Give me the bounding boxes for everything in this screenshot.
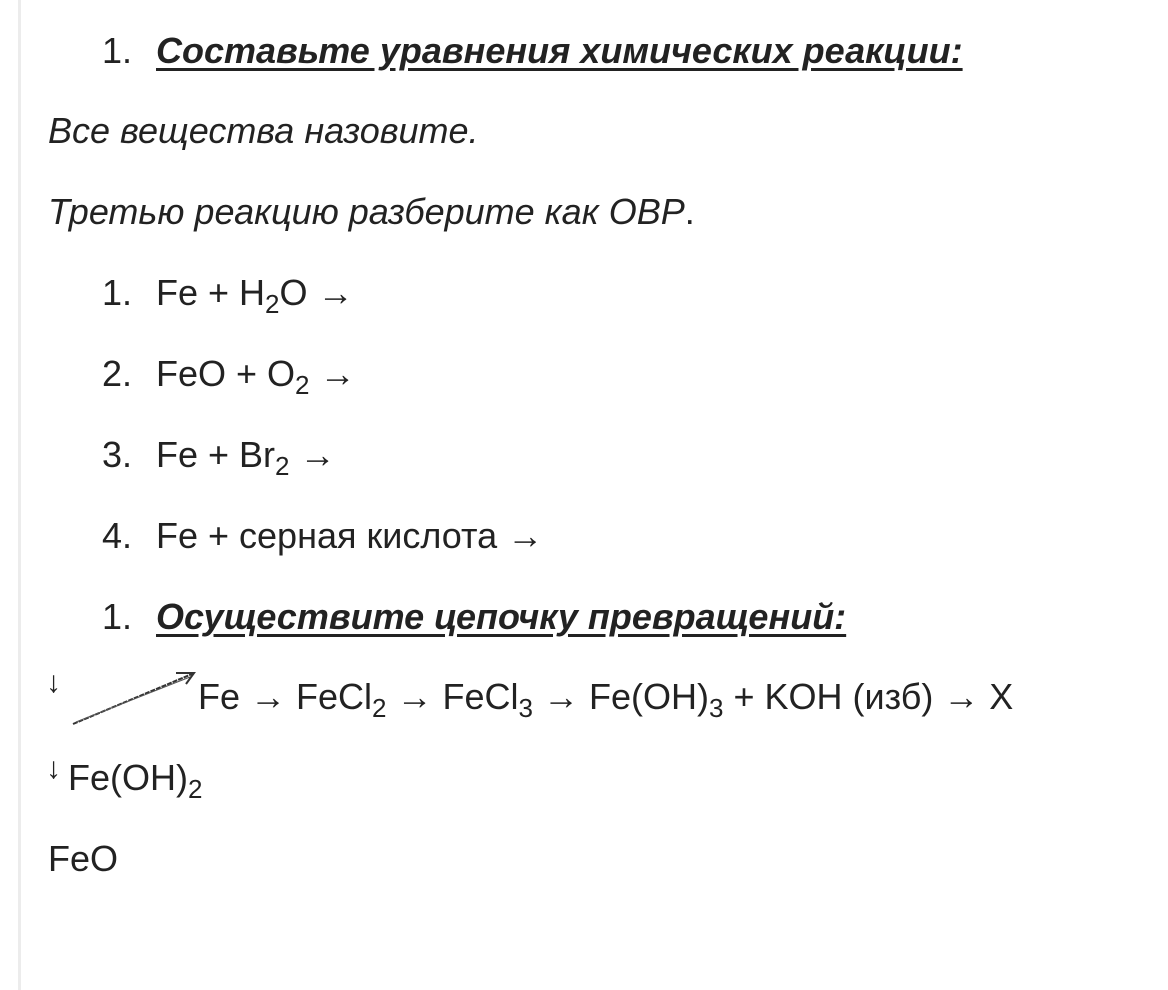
- reaction-4-equation: Fe + серная кислота →: [156, 515, 544, 556]
- task1-heading: Составьте уравнения химических реакции:: [156, 30, 963, 71]
- instruction-redox: [48, 191, 695, 233]
- down-arrow-top: ↓: [46, 666, 61, 699]
- task1-number: 1.: [102, 30, 133, 71]
- task2-number: 1.: [102, 596, 133, 637]
- reaction-2-number: 2.: [102, 353, 133, 394]
- reaction-3-equation: $Fe + Br_2$ →: [156, 434, 336, 481]
- reaction-2-equation: FeO + $O_2$ →: [156, 353, 356, 400]
- branch-compound: $Fe(OH)_2$: [68, 757, 203, 804]
- reaction-4-number: 4.: [102, 515, 133, 556]
- instruction-name-substances: Все вещества назовите.: [48, 110, 479, 151]
- instruction-redox-period: .: [684, 191, 695, 232]
- diagonal-arrow-icon: [68, 664, 200, 730]
- reaction-3-number: 3.: [102, 434, 133, 475]
- final-compound: FeO: [48, 838, 119, 879]
- transformation-chain: Fe → FeCl$_2$ → FeCl$_3$ → $Fe(OH)_3$ + KOH (изб) → X: [198, 676, 1014, 723]
- down-arrow-bottom: ↓: [46, 752, 61, 785]
- reaction-1-equation: $Fe + H_2O$ →: [156, 272, 354, 319]
- reaction-1-number: 1.: [102, 272, 133, 313]
- instruction-redox-text: Третью реакцию разберите как ОВР: [48, 191, 685, 232]
- left-margin-rule: [18, 0, 21, 990]
- task2-heading: Осуществите цепочку превращений:: [156, 596, 847, 637]
